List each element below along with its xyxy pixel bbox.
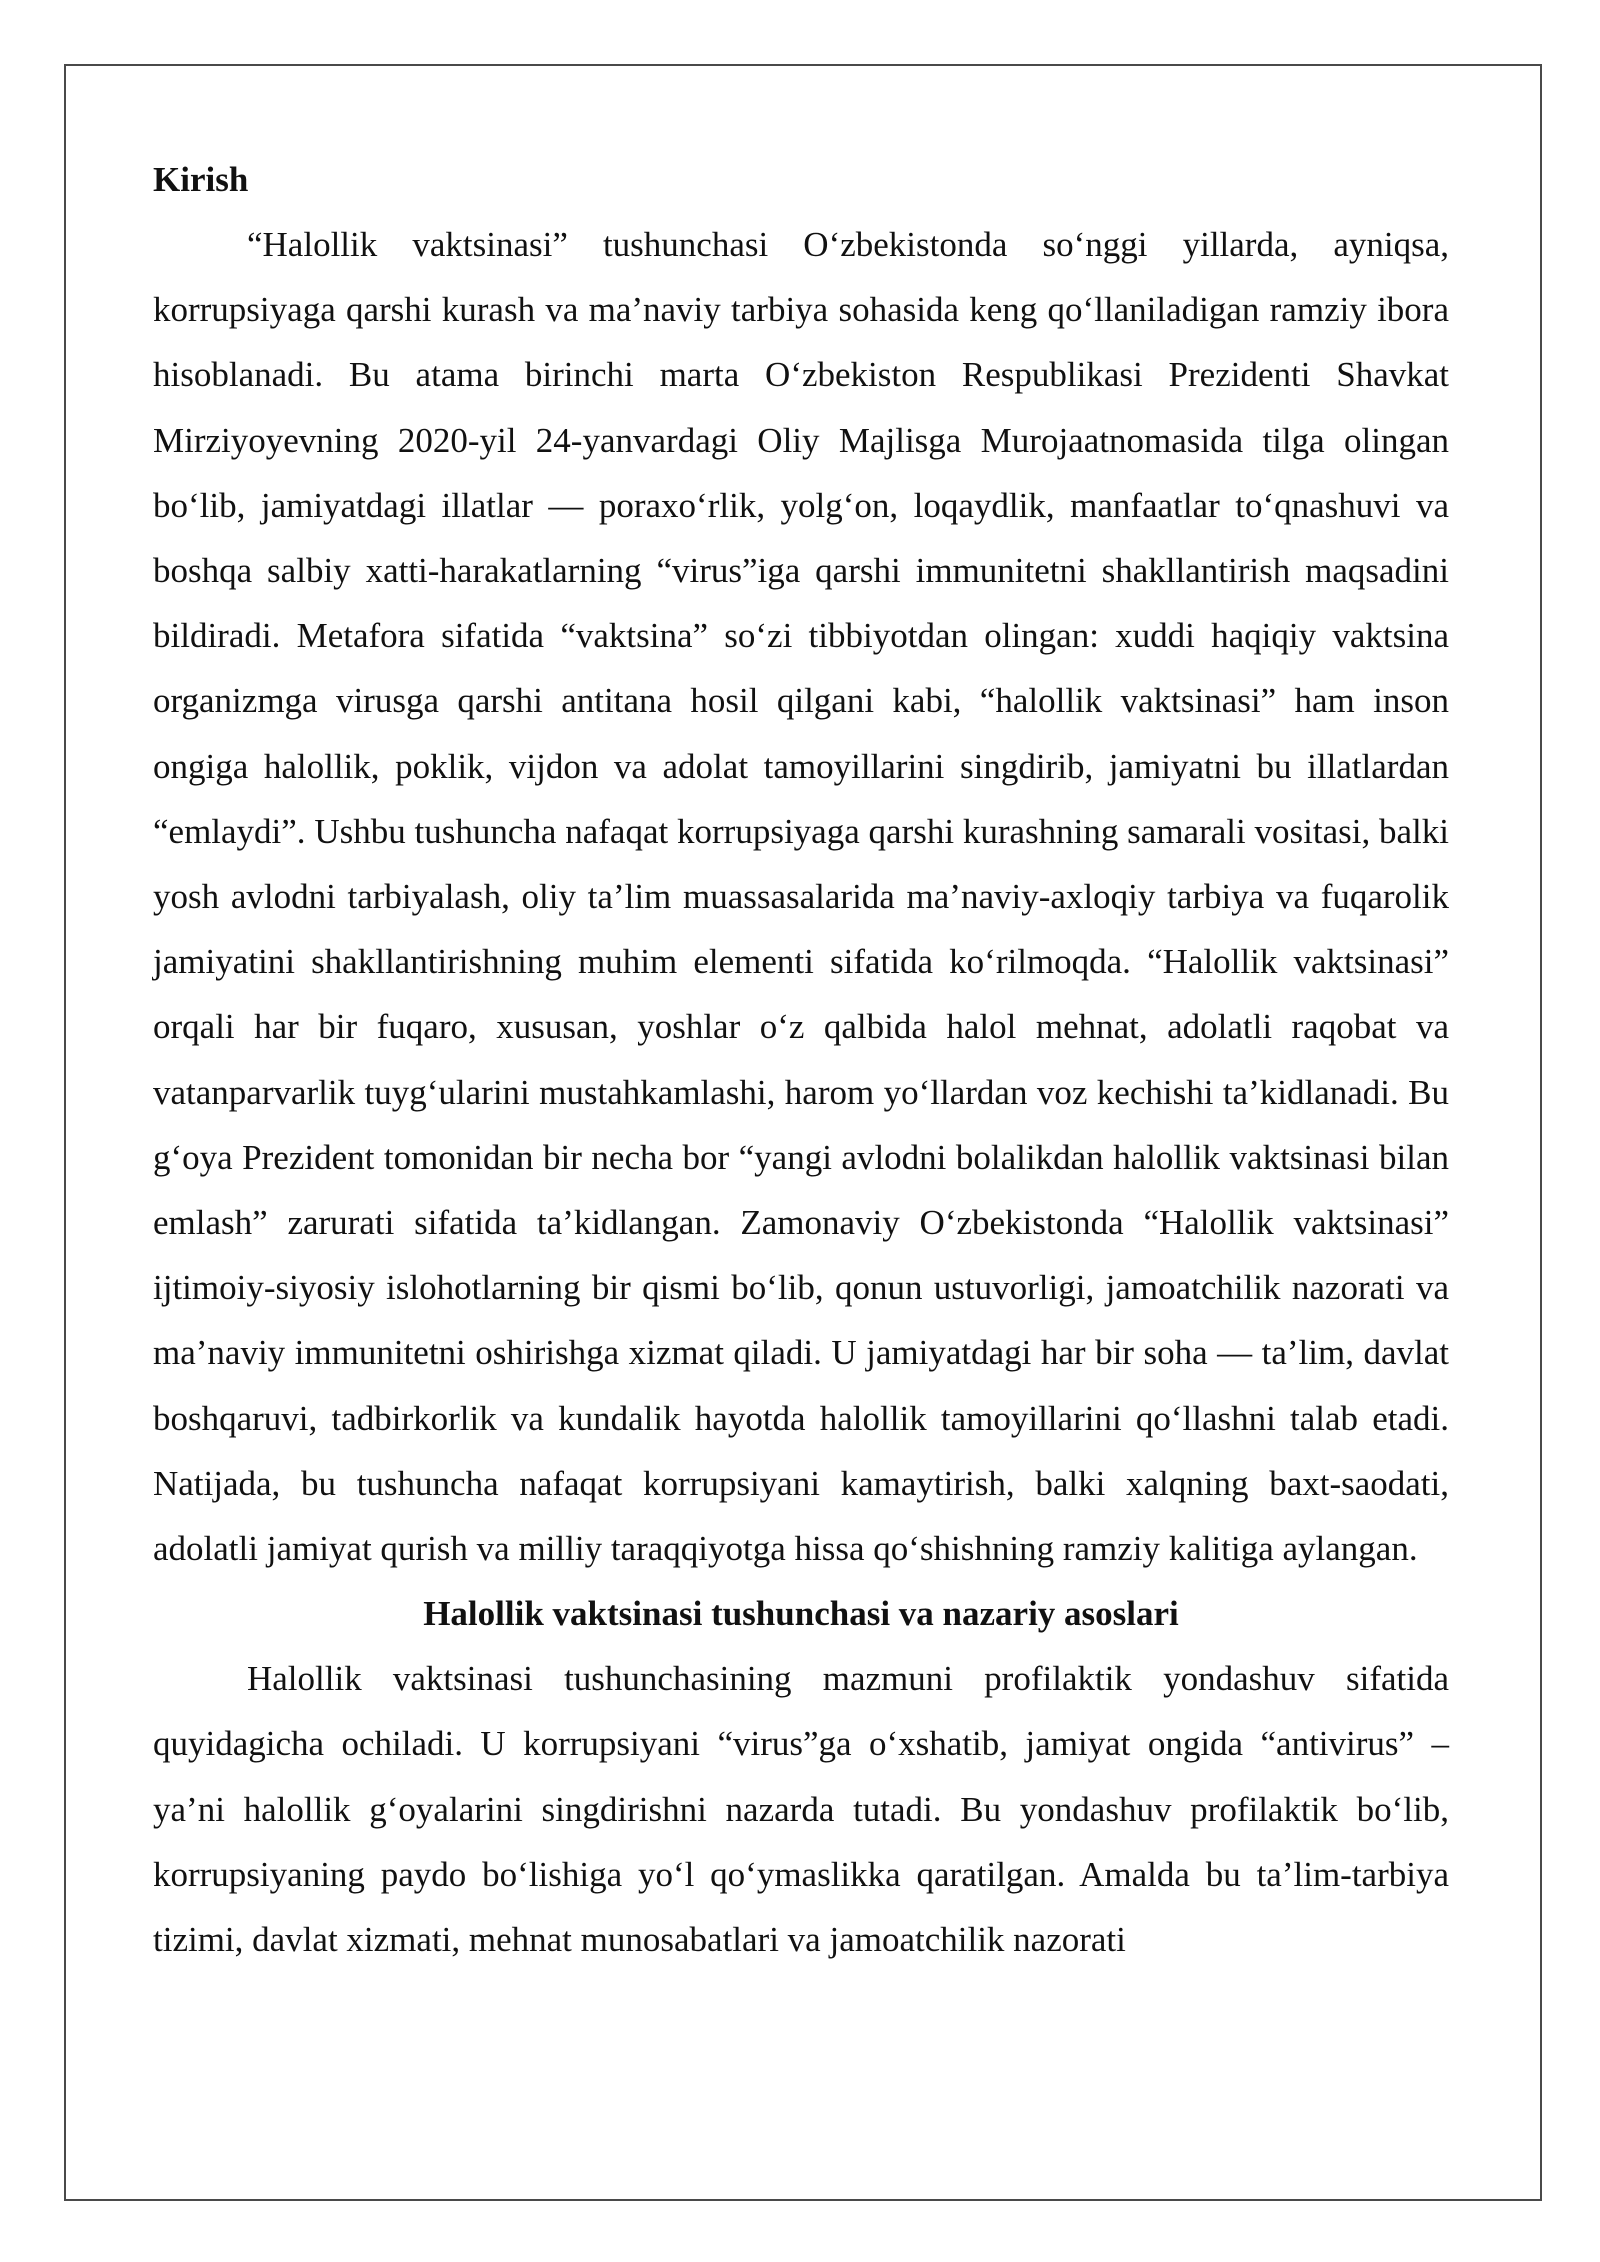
section-paragraph: Halollik vaktsinasi tushunchasining mazmuni profilaktik yondashuv sifatida quyidagicha ochiladi. U korrupsiyani “virus”ga o‘xshatib, jamiyat ongida “antivirus” – ya’ni halollik g‘oyalarini singdirishni nazarda tutadi. Bu yondashuv profilaktik bo‘lib, korrupsiyaning paydo bo‘lishiga yo‘l qo‘ymaslikka qaratilgan. Amalda bu ta’lim-tarbiya tizimi, davlat xizmati, mehnat munosabatlari va jamoatchilik nazorati: [153, 1659, 1449, 1960]
intro-paragraph: “Halollik vaktsinasi” tushunchasi O‘zbekistonda so‘nggi yillarda, ayniqsa, korrupsiyaga qarshi kurash va ma’naviy tarbiya sohasida keng qo‘llaniladigan ramziy ibora hisoblanadi. Bu atama birinchi marta O‘zbekiston Respublikasi Prezidenti Shavkat Mirziyoyevning 2020-yil 24-yanvardagi Oliy Majlisga Murojaatnomasida tilga olingan bo‘lib, jamiyatdagi illatlar — poraxo‘rlik, yolg‘on, loqaydlik, manfaatlar to‘qnashuvi va boshqa salbiy xatti-harakatlarning “virus”iga qarshi immunitetni shakllantirish maqsadini bildiradi. Metafora sifatida “vaktsina” so‘zi tibbiyotdan olingan: xuddi haqiqiy vaktsina organizmga virusga qarshi antitana hosil qilgani kabi, “halollik vaktsinasi” ham inson ongiga halollik, poklik, vijdon va adolat tamoyillarini singdirib, jamiyatni bu illatlardan “emlaydi”. Ushbu tushuncha nafaqat korrupsiyaga qarshi kurashning samarali vositasi, balki yosh avlodni tarbiyalash, oliy ta’lim muassasalarida ma’naviy-axloqiy tarbiya va fuqarolik jamiyatini shakllantirishning muhim elementi sifatida ko‘rilmoqda. “Halollik vaktsinasi” orqali har bir fuqaro, xususan, yoshlar o‘z qalbida halol mehnat, adolatli raqobat va vatanparvarlik tuyg‘ularini mustahkamlashi, harom yo‘llardan voz kechishi ta’kidlanadi. Bu g‘oya Prezident tomonidan bir necha bor “yangi avlodni bolalikdan halollik vaktsinasi bilan emlash” zarurati sifatida ta’kidlangan. Zamonaviy O‘zbekistonda “Halollik vaktsinasi” ijtimoiy-siyosiy islohotlarning bir qismi bo‘lib, qonun ustuvorligi, jamoatchilik nazorati va ma’naviy immunitetni oshirishga xizmat qiladi. U jamiyatdagi har bir soha — ta’lim, davlat boshqaruvi, tadbirkorlik va kundalik hayotda halollik tamoyillarini qo‘llashni talab etadi. Natijada, bu tushuncha nafaqat korrupsiyani kamaytirish, balki xalqning baxt-saodati, adolatli jamiyat qurish va milliy taraqqiyotga hissa qo‘shishning ramziy kalitiga aylangan.: [153, 225, 1449, 1569]
section-heading: Halollik vaktsinasi tushunchasi va nazariy asoslari: [423, 1594, 1179, 1634]
intro-heading: Kirish: [153, 160, 249, 199]
document-body: [153, 147, 1449, 1972]
